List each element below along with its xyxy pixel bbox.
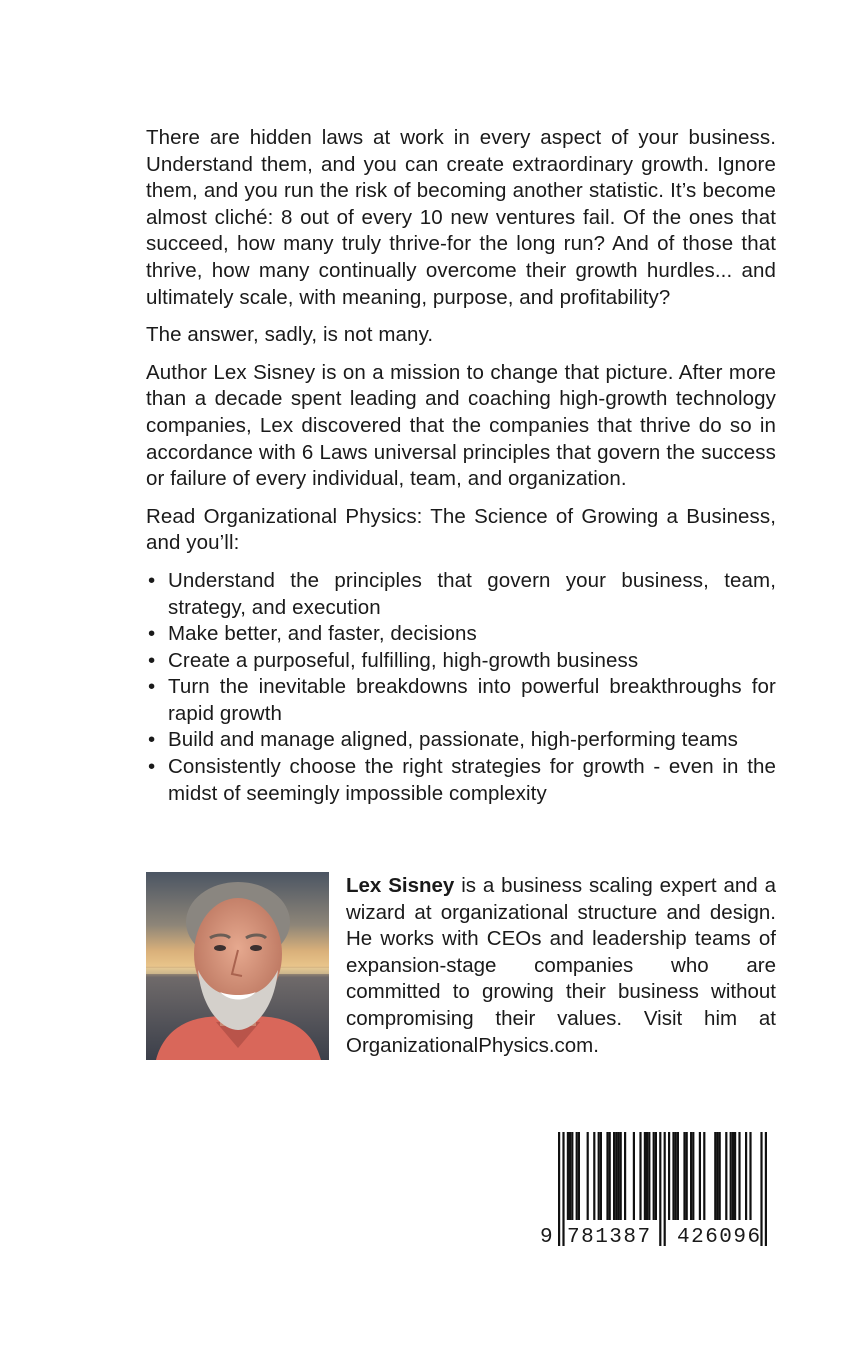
barcode-bar [699,1132,701,1220]
benefits-list [146,568,776,807]
barcode-bar [725,1132,727,1220]
barcode-bar [732,1132,734,1220]
bullet-icon: • [148,648,156,672]
list-item: • Make better, and faster, decisions [146,621,776,648]
barcode-bar [617,1132,619,1220]
barcode-bar [692,1132,694,1220]
barcode-bar [653,1132,655,1220]
barcode-bar [620,1132,622,1220]
barcode-bar [745,1132,747,1220]
barcode-bar [598,1132,600,1220]
list-item: • Turn the inevitable breakdowns into powerful breakthroughs for rapid growth [148,675,776,725]
barcode-bar [569,1132,571,1220]
bullet-icon: • [148,755,156,779]
barcode-bar [703,1132,705,1220]
bullet-icon: • [148,728,156,752]
list-item: • Consistently choose the right strategies for growth - even in the midst of seemingly impossible complexity [148,755,776,805]
barcode-bar [633,1132,635,1220]
barcode-bar [714,1132,716,1220]
benefits-intro: Read Organizational Physics: The Science of Growing a Business, and you’ll: [146,504,776,555]
list-item: • Understand the principles that govern your business, team, strategy, and execution [148,568,776,619]
barcode-bar [567,1132,569,1220]
barcode-bar [606,1132,608,1220]
barcode-bar [593,1132,595,1220]
list-item: • Create a purposeful, fulfilling, high-growth business [146,648,776,675]
barcode-bar [730,1132,732,1220]
barcode-bar [648,1132,650,1220]
isbn-barcode [540,1130,776,1248]
barcode-bar [646,1132,648,1220]
isbn-prefix-digit: 9 [540,1226,553,1248]
barcode-bar [672,1132,674,1220]
author-bio [346,873,776,1059]
barcode-bar [716,1132,718,1220]
barcode-bar [600,1132,602,1220]
barcode-bar [644,1132,646,1220]
author-name: Lex Sisney [346,874,455,897]
barcode-bar [578,1132,580,1220]
barcode-bar [668,1132,670,1220]
barcode-bar [659,1132,661,1246]
bullet-icon: • [148,622,156,646]
isbn-right-digits: 426096 [677,1226,762,1248]
barcode-bar [734,1132,736,1220]
barcode-bar [683,1132,685,1220]
barcode-bar [639,1132,641,1220]
barcode-bar [765,1132,767,1246]
barcode-bar [562,1132,564,1246]
barcode-bar [738,1132,740,1220]
barcode-bar [655,1132,657,1220]
description-paragraph-2: The answer, sadly, is not many. [146,323,434,347]
barcode-bar [690,1132,692,1220]
back-cover-description [146,125,776,807]
barcode-bar [664,1132,666,1246]
barcode-bar [677,1132,679,1220]
isbn-left-digits: 781387 [567,1226,652,1248]
barcode-bar [613,1132,615,1220]
barcode-bar [558,1132,560,1246]
list-item: • Build and manage aligned, passionate, high-performing teams [146,727,776,754]
barcode-bar [615,1132,617,1220]
barcode-bar [576,1132,578,1220]
bullet-icon: • [148,568,156,592]
description-paragraph-3: Author Lex Sisney is on a mission to change that picture. After more than a decade spent leading and coaching high-growth technology companies, Lex discovered that the companies that thrive do so in accordance with 6 Laws universal principles that govern the success or failure of every individual, team, and organization. [146,360,776,491]
barcode-bar [571,1132,573,1220]
bullet-icon: • [148,675,156,699]
barcode-bar [609,1132,611,1220]
description-paragraph-1: There are hidden laws at work in every aspect of your business. Understand them, and you can create extraordinary growth. Ignore them, and you run the risk of becoming another statistic. It’s become almost cliché: 8 out of every 10 new ventures fail. Of the ones that succeed, how many truly thrive-for the long run? And of those that thrive, how many continually overcome their growth hurdles... and ultimately scale, with meaning, purpose, and profitability? [146,126,776,309]
barcode-bar [749,1132,751,1220]
author-bio-text: is a business scaling expert and a wizard at organizational structure and design. He works with CEOs and leadership teams of expansion-stage companies who are committed to growing their business without compromising their values. Visit him at OrganizationalPhysics.com. [346,874,776,1057]
author-photo [146,872,329,1060]
barcode-bar [686,1132,688,1220]
barcode-bar [587,1132,589,1220]
barcode-bar [719,1132,721,1220]
barcode-bar [675,1132,677,1220]
barcode-bar [624,1132,626,1220]
